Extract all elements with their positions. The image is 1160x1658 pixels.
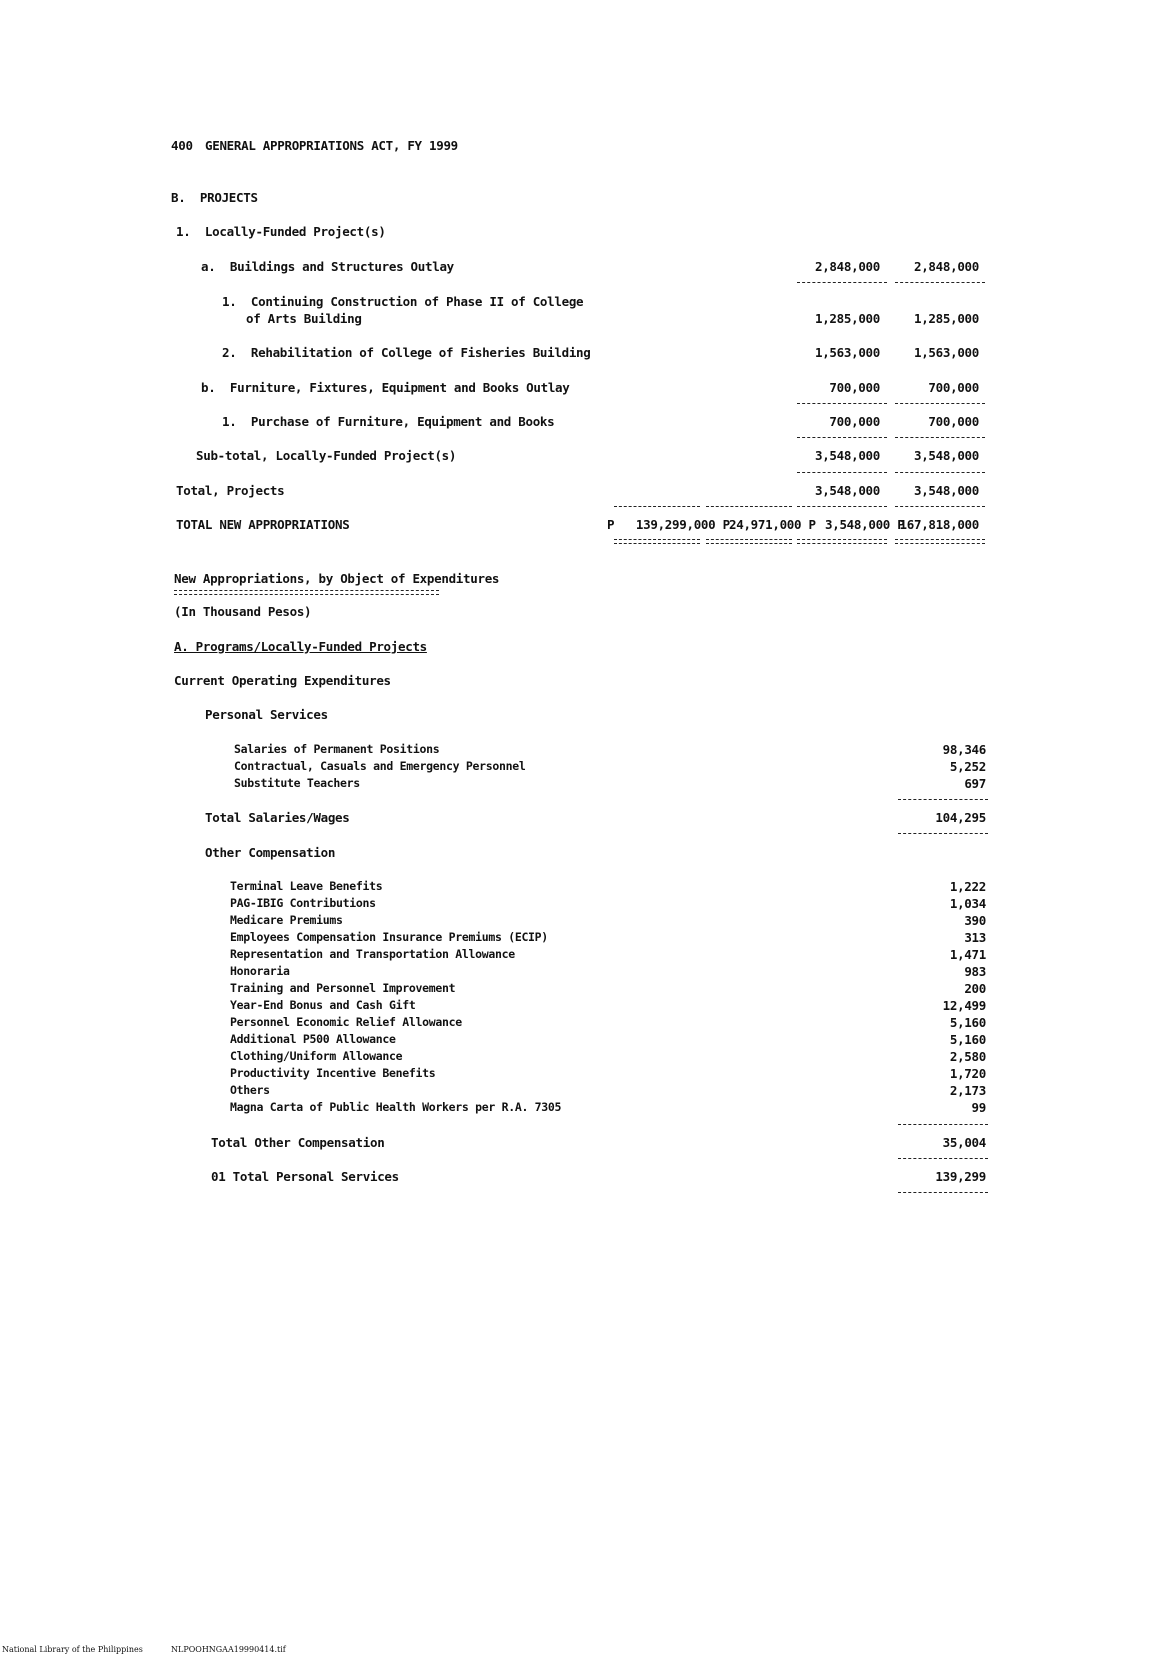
total-projects-label: Total, Projects (176, 483, 285, 498)
total-other-label: Total Other Compensation (211, 1135, 385, 1150)
rule (797, 506, 887, 507)
total-new-col1: P 139,299,000 P (607, 517, 730, 532)
other-comp-label: Employees Compensation Insurance Premiums (ECIP) (230, 930, 548, 944)
project-a1-line1: 1. Continuing Construction of Phase II of College (222, 294, 584, 309)
other-comp-label: Terminal Leave Benefits (230, 879, 383, 893)
rule (797, 403, 887, 404)
subtotal-value-col3: 3,548,000 (814, 448, 880, 463)
other-compensation-heading: Other Compensation (205, 845, 336, 860)
rule (895, 472, 985, 473)
other-comp-value: 12,499 (942, 998, 986, 1013)
projects-heading: B. PROJECTS (171, 190, 258, 205)
total-salaries-value: 104,295 (935, 810, 986, 825)
buildings-value-col3: 2,848,000 (814, 259, 880, 274)
total-new-label: TOTAL NEW APPROPRIATIONS (176, 517, 350, 532)
other-comp-value: 2,580 (949, 1049, 986, 1064)
total-personal-services-label: 01 Total Personal Services (211, 1169, 399, 1184)
other-comp-label: Personnel Economic Relief Allowance (230, 1015, 462, 1029)
salary-label: Salaries of Permanent Positions (234, 742, 440, 756)
furniture-value-total: 700,000 (928, 380, 979, 395)
project-a1-value-col3: 1,285,000 (814, 311, 880, 326)
double-rule (797, 539, 887, 544)
buildings-label: a. Buildings and Structures Outlay (201, 259, 454, 274)
project-a2-value-total: 1,563,000 (913, 345, 979, 360)
rule (895, 403, 985, 404)
rule (895, 282, 985, 283)
rule (898, 1192, 988, 1193)
other-comp-label: Medicare Premiums (230, 913, 343, 927)
salary-value: 697 (964, 776, 986, 791)
double-rule (895, 539, 985, 544)
other-comp-value: 390 (964, 913, 986, 928)
project-a1-value-total: 1,285,000 (913, 311, 979, 326)
personal-services-heading: Personal Services (205, 707, 328, 722)
other-comp-value: 1,720 (949, 1066, 986, 1081)
project-b1-label: 1. Purchase of Furniture, Equipment and Books (222, 414, 555, 429)
other-comp-label: PAG-IBIG Contributions (230, 896, 376, 910)
other-comp-label: Additional P500 Allowance (230, 1032, 396, 1046)
programs-section-heading: A. Programs/Locally-Funded Projects (174, 639, 427, 654)
object-heading: New Appropriations, by Object of Expenditures (174, 571, 500, 586)
total-salaries-label: Total Salaries/Wages (205, 810, 350, 825)
other-comp-value: 983 (964, 964, 986, 979)
rule (614, 506, 700, 507)
project-a2-value-col3: 1,563,000 (814, 345, 880, 360)
other-comp-value: 1,471 (949, 947, 986, 962)
project-b1-value-col3: 700,000 (829, 414, 880, 429)
other-comp-value: 5,160 (949, 1015, 986, 1030)
salary-value: 5,252 (949, 759, 986, 774)
salary-label: Contractual, Casuals and Emergency Personnel (234, 759, 526, 773)
other-comp-label: Training and Personnel Improvement (230, 981, 456, 995)
total-personal-services-value: 139,299 (935, 1169, 986, 1184)
rule (898, 1124, 988, 1125)
other-comp-value: 2,173 (949, 1083, 986, 1098)
rule (797, 282, 887, 283)
furniture-label: b. Furniture, Fixtures, Equipment and Books Outlay (201, 380, 570, 395)
rule (895, 437, 985, 438)
rule (797, 437, 887, 438)
project-a2-label: 2. Rehabilitation of College of Fisheries Building (222, 345, 591, 360)
rule (706, 506, 792, 507)
page-title: GENERAL APPROPRIATIONS ACT, FY 1999 (205, 138, 458, 153)
other-comp-value: 313 (964, 930, 986, 945)
total-projects-value-total: 3,548,000 (913, 483, 979, 498)
page-number: 400 (171, 138, 193, 153)
current-operating-heading: Current Operating Expenditures (174, 673, 391, 688)
furniture-value-col3: 700,000 (829, 380, 880, 395)
project-a1-line2: of Arts Building (246, 311, 362, 326)
other-comp-value: 5,160 (949, 1032, 986, 1047)
rule (898, 1158, 988, 1159)
other-comp-label: Representation and Transportation Allowance (230, 947, 515, 961)
total-new-col4: 167,818,000 (899, 517, 979, 532)
total-projects-value-col3: 3,548,000 (814, 483, 880, 498)
salary-label: Substitute Teachers (234, 776, 360, 790)
other-comp-label: Others (230, 1083, 270, 1097)
other-comp-value: 99 (971, 1100, 986, 1115)
other-comp-label: Productivity Incentive Benefits (230, 1066, 436, 1080)
other-comp-label: Honoraria (230, 964, 290, 978)
rule (895, 506, 985, 507)
subtotal-label: Sub-total, Locally-Funded Project(s) (196, 448, 457, 463)
footer-filename: NLPOOHNGAA19990414.tif (171, 1645, 286, 1654)
project-b1-value-total: 700,000 (928, 414, 979, 429)
unit-note: (In Thousand Pesos) (174, 604, 312, 619)
locally-funded-heading: 1. Locally-Funded Project(s) (176, 224, 386, 239)
total-new-col2: 24,971,000 P (729, 517, 816, 532)
other-comp-value: 1,222 (949, 879, 986, 894)
salary-value: 98,346 (942, 742, 986, 757)
double-rule (706, 539, 792, 544)
subtotal-value-total: 3,548,000 (913, 448, 979, 463)
double-rule (614, 539, 700, 544)
rule (898, 799, 988, 800)
footer-library: National Library of the Philippines (2, 1645, 143, 1654)
other-comp-label: Magna Carta of Public Health Workers per R.A. 7305 (230, 1100, 562, 1114)
rule (797, 472, 887, 473)
total-other-value: 35,004 (942, 1135, 986, 1150)
other-comp-label: Year-End Bonus and Cash Gift (230, 998, 416, 1012)
double-rule (174, 590, 439, 595)
total-new-col3: 3,548,000 P (825, 517, 905, 532)
buildings-value-total: 2,848,000 (913, 259, 979, 274)
other-comp-value: 200 (964, 981, 986, 996)
other-comp-label: Clothing/Uniform Allowance (230, 1049, 403, 1063)
other-comp-value: 1,034 (949, 896, 986, 911)
rule (898, 833, 988, 834)
